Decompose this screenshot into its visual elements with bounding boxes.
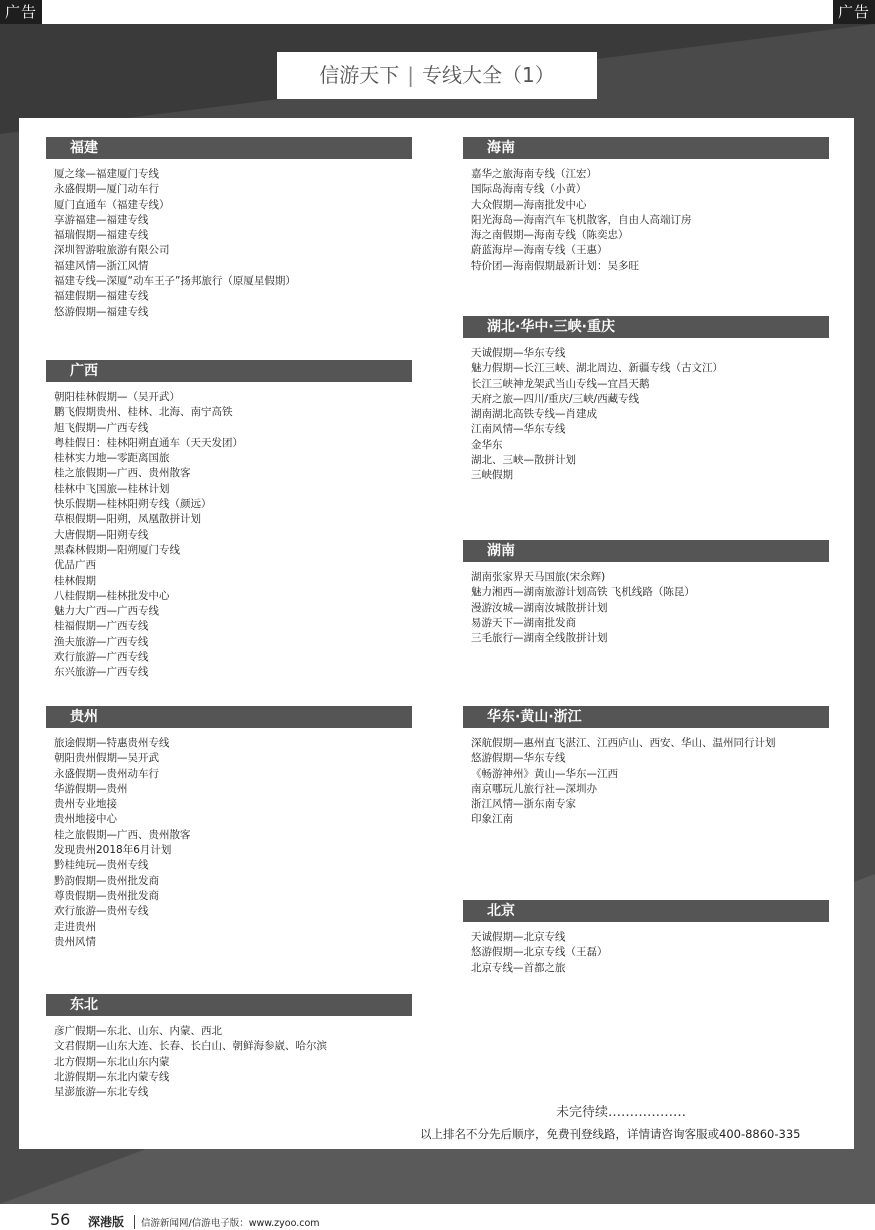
list-item: 桂林实力地—零距离国旅 — [54, 452, 170, 465]
section-title: 东北 — [46, 994, 412, 1016]
section-guizhou — [46, 706, 412, 950]
list-item: 永盛假期—厦门动车行 — [54, 183, 159, 196]
list-item: 三毛旅行—湖南全线散拼计划 — [471, 632, 608, 645]
section-list — [46, 390, 412, 681]
list-item: 大唐假期—阳朔专线 — [54, 528, 149, 541]
list-item: 永盛假期—贵州动车行 — [54, 767, 159, 780]
list-item: 欢行旅游—贵州专线 — [54, 905, 149, 918]
list-item: 粤桂假日：桂林阳朔直通车（天天发团） — [54, 436, 243, 449]
list-item: 走进贵州 — [54, 920, 96, 933]
list-item: 天诚假期—华东专线 — [471, 347, 566, 359]
list-item: 快乐假期—桂林阳朔专线（颜远） — [54, 498, 212, 511]
list-item: 悠游假期—北京专线（王磊） — [471, 946, 608, 959]
list-item: 漫游汝城—湖南汝城散拼计划 — [471, 601, 608, 614]
list-item: 特价团—海南假期最新计划：吴多旺 — [471, 259, 639, 272]
title-left: 信游天下 — [319, 63, 400, 87]
list-item: 福瑞假期—福建专线 — [54, 229, 149, 242]
list-item: 福建专线—深厦“动车王子”扬邦旅行（原厦星假期） — [54, 275, 296, 288]
section-list — [463, 167, 829, 274]
list-item: 湖南湖北高铁专线—肖建成 — [471, 408, 597, 421]
list-item: 金华东 — [471, 438, 503, 451]
section-list — [463, 736, 829, 828]
ad-label-right: 广告 — [833, 0, 875, 24]
section-title: 福建 — [46, 137, 412, 159]
section-title: 北京 — [463, 900, 829, 922]
list-item: 南京哪玩儿旅行社—深圳办 — [471, 782, 597, 795]
list-item: 湖北、三峡—散拼计划 — [471, 454, 576, 467]
list-item: 桂林假期 — [54, 574, 96, 587]
list-item: 天诚假期—北京专线 — [471, 931, 566, 943]
list-item: 易游天下—湖南批发商 — [471, 616, 576, 629]
list-item: 福建假期—福建专线 — [54, 290, 149, 303]
site-info: 信游新闻网/信游电子版：www.zyoo.com — [134, 1215, 320, 1229]
list-item: 北京专线—首都之旅 — [471, 961, 566, 974]
list-item: 海之南假期—海南专线（陈奕忠） — [471, 229, 629, 242]
list-item: 草根假期—阳朔，凤凰散拼计划 — [54, 513, 201, 526]
footer — [0, 1210, 875, 1230]
list-item: 贵州专业地接 — [54, 798, 117, 811]
list-item: 贵州风情 — [54, 935, 96, 948]
section-huadong — [463, 706, 829, 828]
list-item: 欢行旅游—广西专线 — [54, 651, 149, 664]
list-item: 嘉华之旅海南专线（江宏） — [471, 168, 597, 180]
list-item: 悠游假期—福建专线 — [54, 305, 149, 318]
list-item: 黔桂纯玩—贵州专线 — [54, 859, 149, 872]
list-item: 印象江南 — [471, 813, 513, 826]
list-item: 朝阳桂林假期—（吴开武） — [54, 391, 180, 403]
list-item: 《畅游神州》黄山—华东—江西 — [471, 767, 618, 780]
to-be-continued: 未完待续……………… — [556, 1105, 687, 1120]
list-item: 深航假期—惠州直飞湛江、江西庐山、西安、华山、温州同行计划 — [471, 737, 776, 749]
list-item: 桂之旅假期—广西、贵州散客 — [54, 467, 191, 480]
section-beijing — [463, 900, 829, 976]
list-item: 桂之旅假期—广西、贵州散客 — [54, 828, 191, 841]
ad-label-left: 广告 — [0, 0, 42, 24]
list-item: 渔夫旅游—广西专线 — [54, 635, 149, 648]
section-title: 贵州 — [46, 706, 412, 728]
section-title: 华东·黄山·浙江 — [463, 706, 829, 728]
section-list — [46, 1024, 412, 1100]
list-item: 长江三峡神龙架武当山专线—宜昌天鹅 — [471, 377, 650, 390]
section-fujian — [46, 137, 412, 320]
section-list — [46, 736, 412, 950]
list-item: 阳光海岛—海南汽车飞机散客，自由人高端订房 — [471, 213, 692, 226]
list-item: 文君假期—山东大连、长春、长白山、朝鲜海参崴、哈尔滨 — [54, 1040, 327, 1053]
list-item: 彦广假期—东北、山东、内蒙、西北 — [54, 1025, 222, 1037]
section-dongbei — [46, 994, 412, 1100]
section-title: 湖北·华中·三峡·重庆 — [463, 316, 829, 338]
list-item: 八桂假期—桂林批发中心 — [54, 589, 170, 602]
list-item: 发现贵州2018年6月计划 — [54, 844, 172, 857]
edition-label: 深港版 — [88, 1215, 125, 1229]
list-item: 东兴旅游—广西专线 — [54, 666, 149, 679]
section-hunan — [463, 540, 829, 646]
list-item: 蔚蓝海岸—海南专线（王惠） — [471, 244, 608, 257]
list-item: 魅力湘西—湖南旅游计划高铁 飞机线路（陈昆） — [471, 586, 695, 599]
list-item: 星澎旅游—东北专线 — [54, 1086, 149, 1099]
list-item: 华游假期—贵州 — [54, 782, 128, 795]
page-number: 56 — [50, 1210, 71, 1229]
title-right: 专线大全（1） — [422, 63, 555, 87]
list-item: 优品广西 — [54, 559, 96, 572]
list-item: 黔韵假期—贵州批发商 — [54, 874, 159, 887]
section-hainan — [463, 137, 829, 274]
list-item: 湖南张家界天马国旅(宋余辉) — [471, 571, 606, 583]
section-list — [463, 346, 829, 484]
section-list — [46, 167, 412, 320]
disclaimer: 以上排名不分先后顺序，免费刊登线路，详情请咨询客服或400-8860-335 — [420, 1127, 801, 1141]
section-list — [463, 930, 829, 976]
list-item: 国际岛海南专线（小黄） — [471, 183, 587, 196]
list-item: 浙江风情—浙东南专家 — [471, 798, 576, 811]
list-item: 魅力假期—长江三峡、湖北周边、新疆专线（古文江） — [471, 362, 723, 375]
list-item: 桂福假期—广西专线 — [54, 620, 149, 633]
section-title: 海南 — [463, 137, 829, 159]
list-item: 三峡假期 — [471, 469, 513, 482]
section-hubei — [463, 316, 829, 484]
list-item: 厦之缘—福建厦门专线 — [54, 168, 159, 180]
list-item: 旭飞假期—广西专线 — [54, 421, 149, 434]
title-separator: | — [407, 63, 414, 87]
list-item: 福建风情—浙江风情 — [54, 259, 149, 272]
list-item: 江南风情—华东专线 — [471, 423, 566, 436]
list-item: 大众假期—海南批发中心 — [471, 198, 587, 211]
list-item: 贵州地接中心 — [54, 813, 117, 826]
section-title: 广西 — [46, 360, 412, 382]
list-item: 尊贵假期—贵州批发商 — [54, 889, 159, 902]
list-item: 悠游假期—华东专线 — [471, 752, 566, 765]
list-item: 享游福建—福建专线 — [54, 213, 149, 226]
section-list — [463, 570, 829, 646]
list-item: 旅途假期—特惠贵州专线 — [54, 737, 170, 749]
list-item: 鹏飞假期贵州、桂林、北海、南宁高铁 — [54, 406, 233, 419]
list-item: 天府之旅—四川/重庆/三峡/西藏专线 — [471, 392, 640, 405]
list-item: 魅力大广西—广西专线 — [54, 605, 159, 618]
list-item: 北游假期—东北内蒙专线 — [54, 1070, 170, 1083]
section-title: 湖南 — [463, 540, 829, 562]
list-item: 黑森林假期—阳朔厦门专线 — [54, 543, 180, 556]
section-guangxi — [46, 360, 412, 681]
list-item: 厦门直通车（福建专线） — [54, 198, 170, 211]
page-title — [277, 52, 597, 99]
list-item: 深圳智游啦旅游有限公司 — [54, 244, 170, 257]
list-item: 北方假期—东北山东内蒙 — [54, 1055, 170, 1068]
list-item: 朝阳贵州假期—吴开武 — [54, 752, 159, 765]
list-item: 桂林中飞国旅—桂林计划 — [54, 482, 170, 495]
